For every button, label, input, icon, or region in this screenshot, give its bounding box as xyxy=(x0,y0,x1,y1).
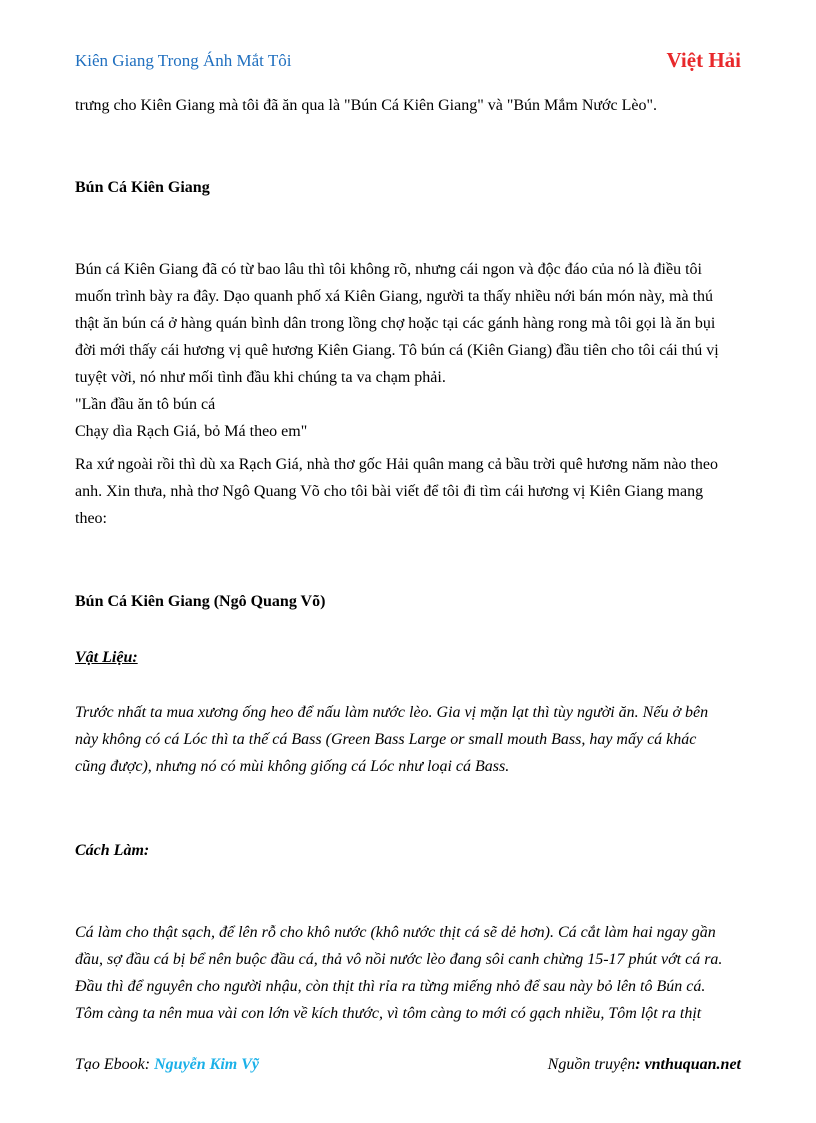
method-line: Cá làm cho thật sạch, để lên rỗ cho khô nước (khô nước thịt cá sẽ dẻ hơn). Cá cắt làm hai ngay gần xyxy=(75,924,716,941)
footer-ebook-name: Nguyễn Kim Vỹ xyxy=(154,1056,259,1073)
heading-recipe: Bún Cá Kiên Giang (Ngô Quang Võ) xyxy=(75,593,326,610)
footer-source-sep: : xyxy=(635,1056,645,1073)
poem-line: "Lần đầu ăn tô bún cá xyxy=(75,396,216,413)
para-line: muốn trình bày ra đây. Dạo quanh phố xá Kiên Giang, người ta thấy nhiều nới bán món này, mà thú xyxy=(75,288,714,305)
footer-source-site: vnthuquan.net xyxy=(644,1056,741,1073)
method-line: Tôm càng ta nên mua vài con lớn về kích thước, vì tôm càng to mới có gạch nhiều, Tôm lột ra thịt xyxy=(75,1005,702,1022)
author-name: Việt Hải xyxy=(666,48,741,72)
para-line: theo: xyxy=(75,510,107,527)
footer-source xyxy=(548,1056,741,1074)
heading-bun-ca: Bún Cá Kiên Giang xyxy=(75,179,210,196)
materials-line: cũng được), nhưng nó có mùi không giống cá Lóc như loại cá Bass. xyxy=(75,758,510,775)
para-line: Bún cá Kiên Giang đã có từ bao lâu thì tôi không rõ, nhưng cái ngon và độc đáo của nó là điều tôi xyxy=(75,261,702,278)
intro-line: trưng cho Kiên Giang mà tôi đã ăn qua là "Bún Cá Kiên Giang" và "Bún Mắm Nước Lèo". xyxy=(75,97,658,114)
materials-line: Trước nhất ta mua xương ống heo để nấu làm nước lèo. Gia vị mặn lạt thì tùy người ăn. Nếu ở bên xyxy=(75,704,709,721)
footer-ebook-sep: : xyxy=(144,1056,155,1073)
para-line: Ra xứ ngoài rồi thì dù xa Rạch Giá, nhà thơ gốc Hải quân mang cả bầu trời quê hương năm nào theo xyxy=(75,456,719,473)
footer-ebook-label: Tạo Ebook xyxy=(75,1056,145,1073)
para-line: anh. Xin thưa, nhà thơ Ngô Quang Võ cho tôi bài viết để tôi đi tìm cái hương vị Kiên Giang mang xyxy=(75,483,704,500)
materials-line: này không có cá Lóc thì ta thế cá Bass (Green Bass Large or small mouth Bass, hay mấy cá khác xyxy=(75,731,697,748)
footer-source-label: Nguồn truyện xyxy=(547,1056,636,1073)
book-title: Kiên Giang Trong Ánh Mắt Tôi xyxy=(75,51,292,70)
para-line: đời mới thấy cái hương vị quê hương Kiên Giang. Tô bún cá (Kiên Giang) đầu tiên cho tôi cái thú vị xyxy=(75,342,719,359)
subheading-method: Cách Làm: xyxy=(75,842,150,859)
method-line: đầu, sợ đầu cá bị bể nên buộc đầu cá, thả vô nồi nước lèo đang sôi canh chừng 15-17 phút vớt cá ra. xyxy=(75,951,723,968)
subheading-materials: Vật Liệu: xyxy=(75,649,138,666)
para-line: tuyệt vời, nó như mối tình đầu khi chúng ta va chạm phải. xyxy=(75,369,446,386)
footer-ebook xyxy=(75,1056,259,1074)
poem-line: Chạy dìa Rạch Giá, bỏ Má theo em" xyxy=(75,423,308,440)
method-line: Đầu thì để nguyên cho người nhậu, còn thịt thì rỉa ra từng miếng nhỏ để sau này bỏ lên tô Bún cá. xyxy=(75,978,706,995)
para-line: thật ăn bún cá ở hàng quán bình dân trong lồng chợ hoặc tại các gánh hàng rong mà tôi gọi là ăn bụi xyxy=(75,315,716,332)
